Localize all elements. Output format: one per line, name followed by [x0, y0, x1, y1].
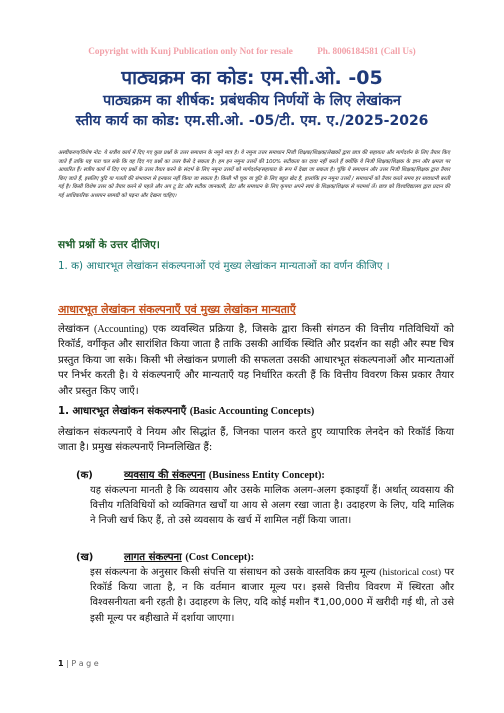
item-marker: (ख) — [76, 552, 94, 563]
page-number: 1 — [58, 659, 64, 668]
course-title: पाठ्यक्रम का शीर्षक: प्रबंधकीय निर्णयों के लिए लेखांकन — [103, 93, 401, 109]
page-label: P a g e — [71, 659, 99, 668]
intro-paragraph — [58, 322, 454, 399]
item-title-english: (Cost Concept): — [185, 552, 255, 563]
item-marker: (क) — [76, 470, 93, 481]
footer-separator: | — [63, 659, 72, 668]
copyright-header — [0, 46, 504, 56]
phone-number: Ph. 8006184581 (Call Us) — [317, 46, 416, 56]
copyright-text: Copyright with Kunj Publication only Not for resale — [88, 46, 293, 56]
item-title-english: (Business Entity Concept): — [208, 470, 325, 481]
sub-heading — [58, 403, 314, 417]
intro-text-1: लेखांकन — [58, 324, 94, 335]
question-1a: 1. क) आधारभूत लेखांकन संकल्पनाओं एवं मुख्य लेखांकन मान्यताओं का वर्णन कीजिए । — [58, 260, 390, 272]
item-body — [90, 565, 454, 626]
item-title — [124, 467, 325, 481]
intro-text-2: एक व्यवस्थित प्रक्रिया है, जिसके द्वारा किसी संगठन की वित्तीय गतिविधियों को रिकॉर्ड, वर्गीकृत और सारांशित किया जाता है ताकि उसकी आर्थिक स्थिति और प्रदर्शन का सही और स्पष्ट चित्र प्रस्तुत किया जा सके। किसी भी लेखांकन प्रणाली की सफलता उसकी आधारभूत संकल्पनाओं और मान्यताओं पर निर्भर करती है। ये संकल्पनाएँ और मान्यताएँ यह निर्धारित करती हैं कि वित्तीय विवरण किस प्रकार तैयार और प्रस्तुत किए जाएँ। — [58, 324, 455, 397]
sub-heading-hindi: 1. आधारभूत लेखांकन संकल्पनाएँ — [58, 406, 187, 417]
instruction-answer-all: सभी प्रश्नों के उत्तर दीजिए। — [58, 239, 160, 251]
item-body: यह संकल्पना मानती है कि व्यवसाय और उसके मालिक अलग-अलग इकाइयाँ हैं। अर्थात् व्यवसाय की वित्तीय गतिविधियों को व्यक्तिगत खर्चों या आय से अलग रखा जाता है। उदाहरण के लिए, यदि मालिक ने निजी खर्च किए हैं, तो उसे व्यवसाय के खर्च में शामिल नहीं किया जाता। — [90, 485, 454, 527]
item-title — [124, 549, 254, 563]
course-code-title: पाठ्यक्रम का कोड: एम.सी.ओ. -05 — [121, 67, 383, 89]
item-body-en: (historical cost) — [379, 567, 442, 578]
assignment-code-title: स्तीय कार्य का कोड: एम.सी.ओ. -05/टी. एम. ए./2025-2026 — [75, 113, 429, 129]
item-title-hindi: लागत संकल्पना — [124, 552, 182, 563]
disclaimer-note: अस्वीकरण/विशेष नोट: ये सत्रीय कार्य में दिए गए कुछ प्रश्नों के उत्तर समाधान के नमूने मात्र है। ये नमूना उत्तर समाधान निजी शिक्षक/शिक्षक/लेखकों द्वारा छात्र की सहायता और मार्गदर्शन के लिए तैयार किए जाते हैं ताकि यह पता चल सके कि वह दिए गए प्रश्नों का उत्तर कैसे दे सकता है। हम इन नमूना उत्तरों की 100% सटीकता का दावा नहीं करते हैं क्योंकि ये निजी शिक्षक/शिक्षक के ज्ञान और क्षमता पर आधारित हैं। सत्रीय कार्य में दिए गए प्रश्नों के उत्तर तैयार करने के संदर्भ के लिए नमूना उत्तरों को मार्गदर्शन/सहायता के रूप में देखा जा सकता है। चूंकि ये समाधान और उत्तर निजी शिक्षक/शिक्षक द्वारा तैयार किए जाते हैं, इसलिए त्रुटि या गलती की संभावना से इनकार नहीं किया जा सकता है। किसी भी चूक या त्रुटि के लिए बहुत खेद है, हालांकि इन नमूना उत्तरों / समाधानों को तैयार करते समय हर सावधानी बरती गई है। किसी विशेष उत्तर को तैयार करने से पहले और अप टू डेट और सटीक जानकारी, डेटा और समाधान के लिए कृपया अपने स्वयं के शिक्षक/शिक्षक से परामर्श लें। छात्र को विश्वविद्यालय द्वारा प्रदान की गई आधिकारिक अध्ययन सामग्री को पढ़ना और देखना चाहिए। — [58, 150, 450, 199]
item-title-hindi: व्यवसाय की संकल्पना — [124, 470, 206, 481]
item-body-text-1: इस संकल्पना के अनुसार किसी संपत्ति या संसाधन को उसके वास्तविक क्रय मूल्य — [90, 567, 380, 578]
intro-text-en: (Accounting) — [93, 324, 148, 335]
item-body-text-2: पर रिकॉर्ड किया जाता है, न कि वर्तमान बाजार मूल्य पर। इससे वित्तीय विवरण में स्थिरता और विश्वसनीयता बनी रहती है। उदाहरण के लिए, यदि कोई मशीन ₹1,00,000 में खरीदी गई थी, तो उसे इसी मूल्य पर बहीखाते में दर्शाया जाएगा। — [90, 567, 454, 624]
section-heading: आधारभूत लेखांकन संकल्पनाएँ एवं मुख्य लेखांकन मान्यताएँ — [58, 303, 296, 316]
sub-heading-english: (Basic Accounting Concepts) — [189, 406, 315, 417]
page-footer — [58, 659, 99, 668]
sub-intro-paragraph: लेखांकन संकल्पनाएँ वे नियम और सिद्धांत हैं, जिनका पालन करते हुए व्यापारिक लेनदेन को रिकॉर्ड किया जाता है। प्रमुख संकल्पनाएँ निम्नलिखित हैं: — [58, 427, 454, 454]
